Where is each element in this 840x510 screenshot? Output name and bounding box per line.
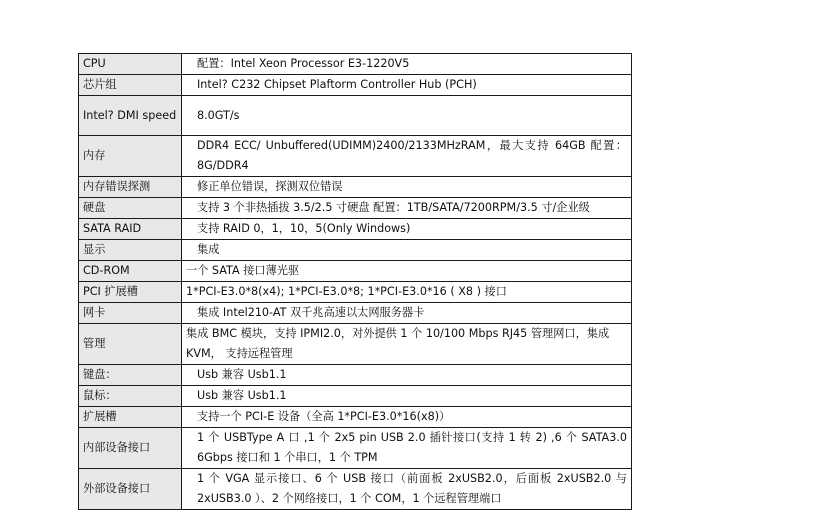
table-row-pci-slots [79,282,632,303]
table-row-mouse [79,386,632,407]
table-row-memory [79,136,632,177]
row-value-pci-slots: 1*PCI-E3.0*8(x4); 1*PCI-E3.0*8; 1*PCI-E3.0*16 ( X8 ) 接口 [182,282,632,303]
table-row-cdrom [79,261,632,282]
row-label-memory-error: 内存错误探测 [79,177,182,198]
row-label-cdrom: CD-ROM [79,261,182,282]
row-label-cpu: CPU [79,54,182,75]
row-label-expansion: 扩展槽 [79,407,182,428]
table-row-nic [79,303,632,324]
row-value-external-ports: 1 个 VGA 显示接口、6 个 USB 接口（前面板 2xUSB2.0，后面板 2xUSB2.0 与 2xUSB3.0 ）、2 个网络接口，1 个 COM，1 个远程管理端口 [182,469,632,510]
table-row-hdd [79,198,632,219]
row-value-expansion: 支持一个 PCI-E 设备（全高 1*PCI-E3.0*16(x8)） [182,407,632,428]
row-value-chipset: Intel? C232 Chipset Plaftorm Controller Hub (PCH) [182,75,632,96]
row-value-sata-raid: 支持 RAID 0，1，10，5(Only Windows) [182,219,632,240]
row-label-nic: 网卡 [79,303,182,324]
table-row-chipset [79,75,632,96]
row-label-mouse: 鼠标： [79,386,182,407]
row-value-hdd: 支持 3 个非热插拔 3.5/2.5 寸硬盘 配置：1TB/SATA/7200RPM/3.5 寸/企业级 [182,198,632,219]
table-row-external-ports [79,469,632,510]
row-value-cpu: 配置：Intel Xeon Processor E3-1220V5 [182,54,632,75]
row-value-cdrom: 一个 SATA 接口薄光驱 [182,261,632,282]
row-value-display: 集成 [182,240,632,261]
row-value-memory-error: 修正单位错误，探测双位错误 [182,177,632,198]
row-label-hdd: 硬盘 [79,198,182,219]
row-label-sata-raid: SATA RAID [79,219,182,240]
row-value-management: 集成 BMC 模块，支持 IPMI2.0，对外提供 1 个 10/100 Mbps RJ45 管理网口，集成 KVM， 支持远程管理 [182,324,632,365]
row-label-pci-slots: PCI 扩展槽 [79,282,182,303]
row-label-keyboard: 键盘： [79,365,182,386]
table-row-expansion [79,407,632,428]
table-row-cpu [79,54,632,75]
table-row-sata-raid [79,219,632,240]
table-row-dmi-speed [79,96,632,136]
row-value-mouse: Usb 兼容 Usb1.1 [182,386,632,407]
table-row-memory-error [79,177,632,198]
table-row-keyboard [79,365,632,386]
spec-table [78,53,632,510]
row-value-keyboard: Usb 兼容 Usb1.1 [182,365,632,386]
row-label-dmi-speed: Intel? DMI speed [79,96,182,136]
table-row-internal-ports [79,428,632,469]
row-label-memory: 内存 [79,136,182,177]
row-label-internal-ports: 内部设备接口 [79,428,182,469]
table-row-display [79,240,632,261]
row-label-external-ports: 外部设备接口 [79,469,182,510]
row-value-internal-ports: 1 个 USBType A 口 ,1 个 2x5 pin USB 2.0 插针接口(支持 1 转 2) ,6 个 SATA3.0 6Gbps 接口和 1 个串口，1 个 TPM [182,428,632,469]
row-label-chipset: 芯片组 [79,75,182,96]
row-value-dmi-speed: 8.0GT/s [182,96,632,136]
row-value-nic: 集成 Intel210-AT 双千兆高速以太网服务器卡 [182,303,632,324]
row-value-memory: DDR4 ECC/ Unbuffered(UDIMM)2400/2133MHzRAM，最大支持 64GB 配置：8G/DDR4 [182,136,632,177]
table-row-management [79,324,632,365]
row-label-display: 显示 [79,240,182,261]
row-label-management: 管理 [79,324,182,365]
